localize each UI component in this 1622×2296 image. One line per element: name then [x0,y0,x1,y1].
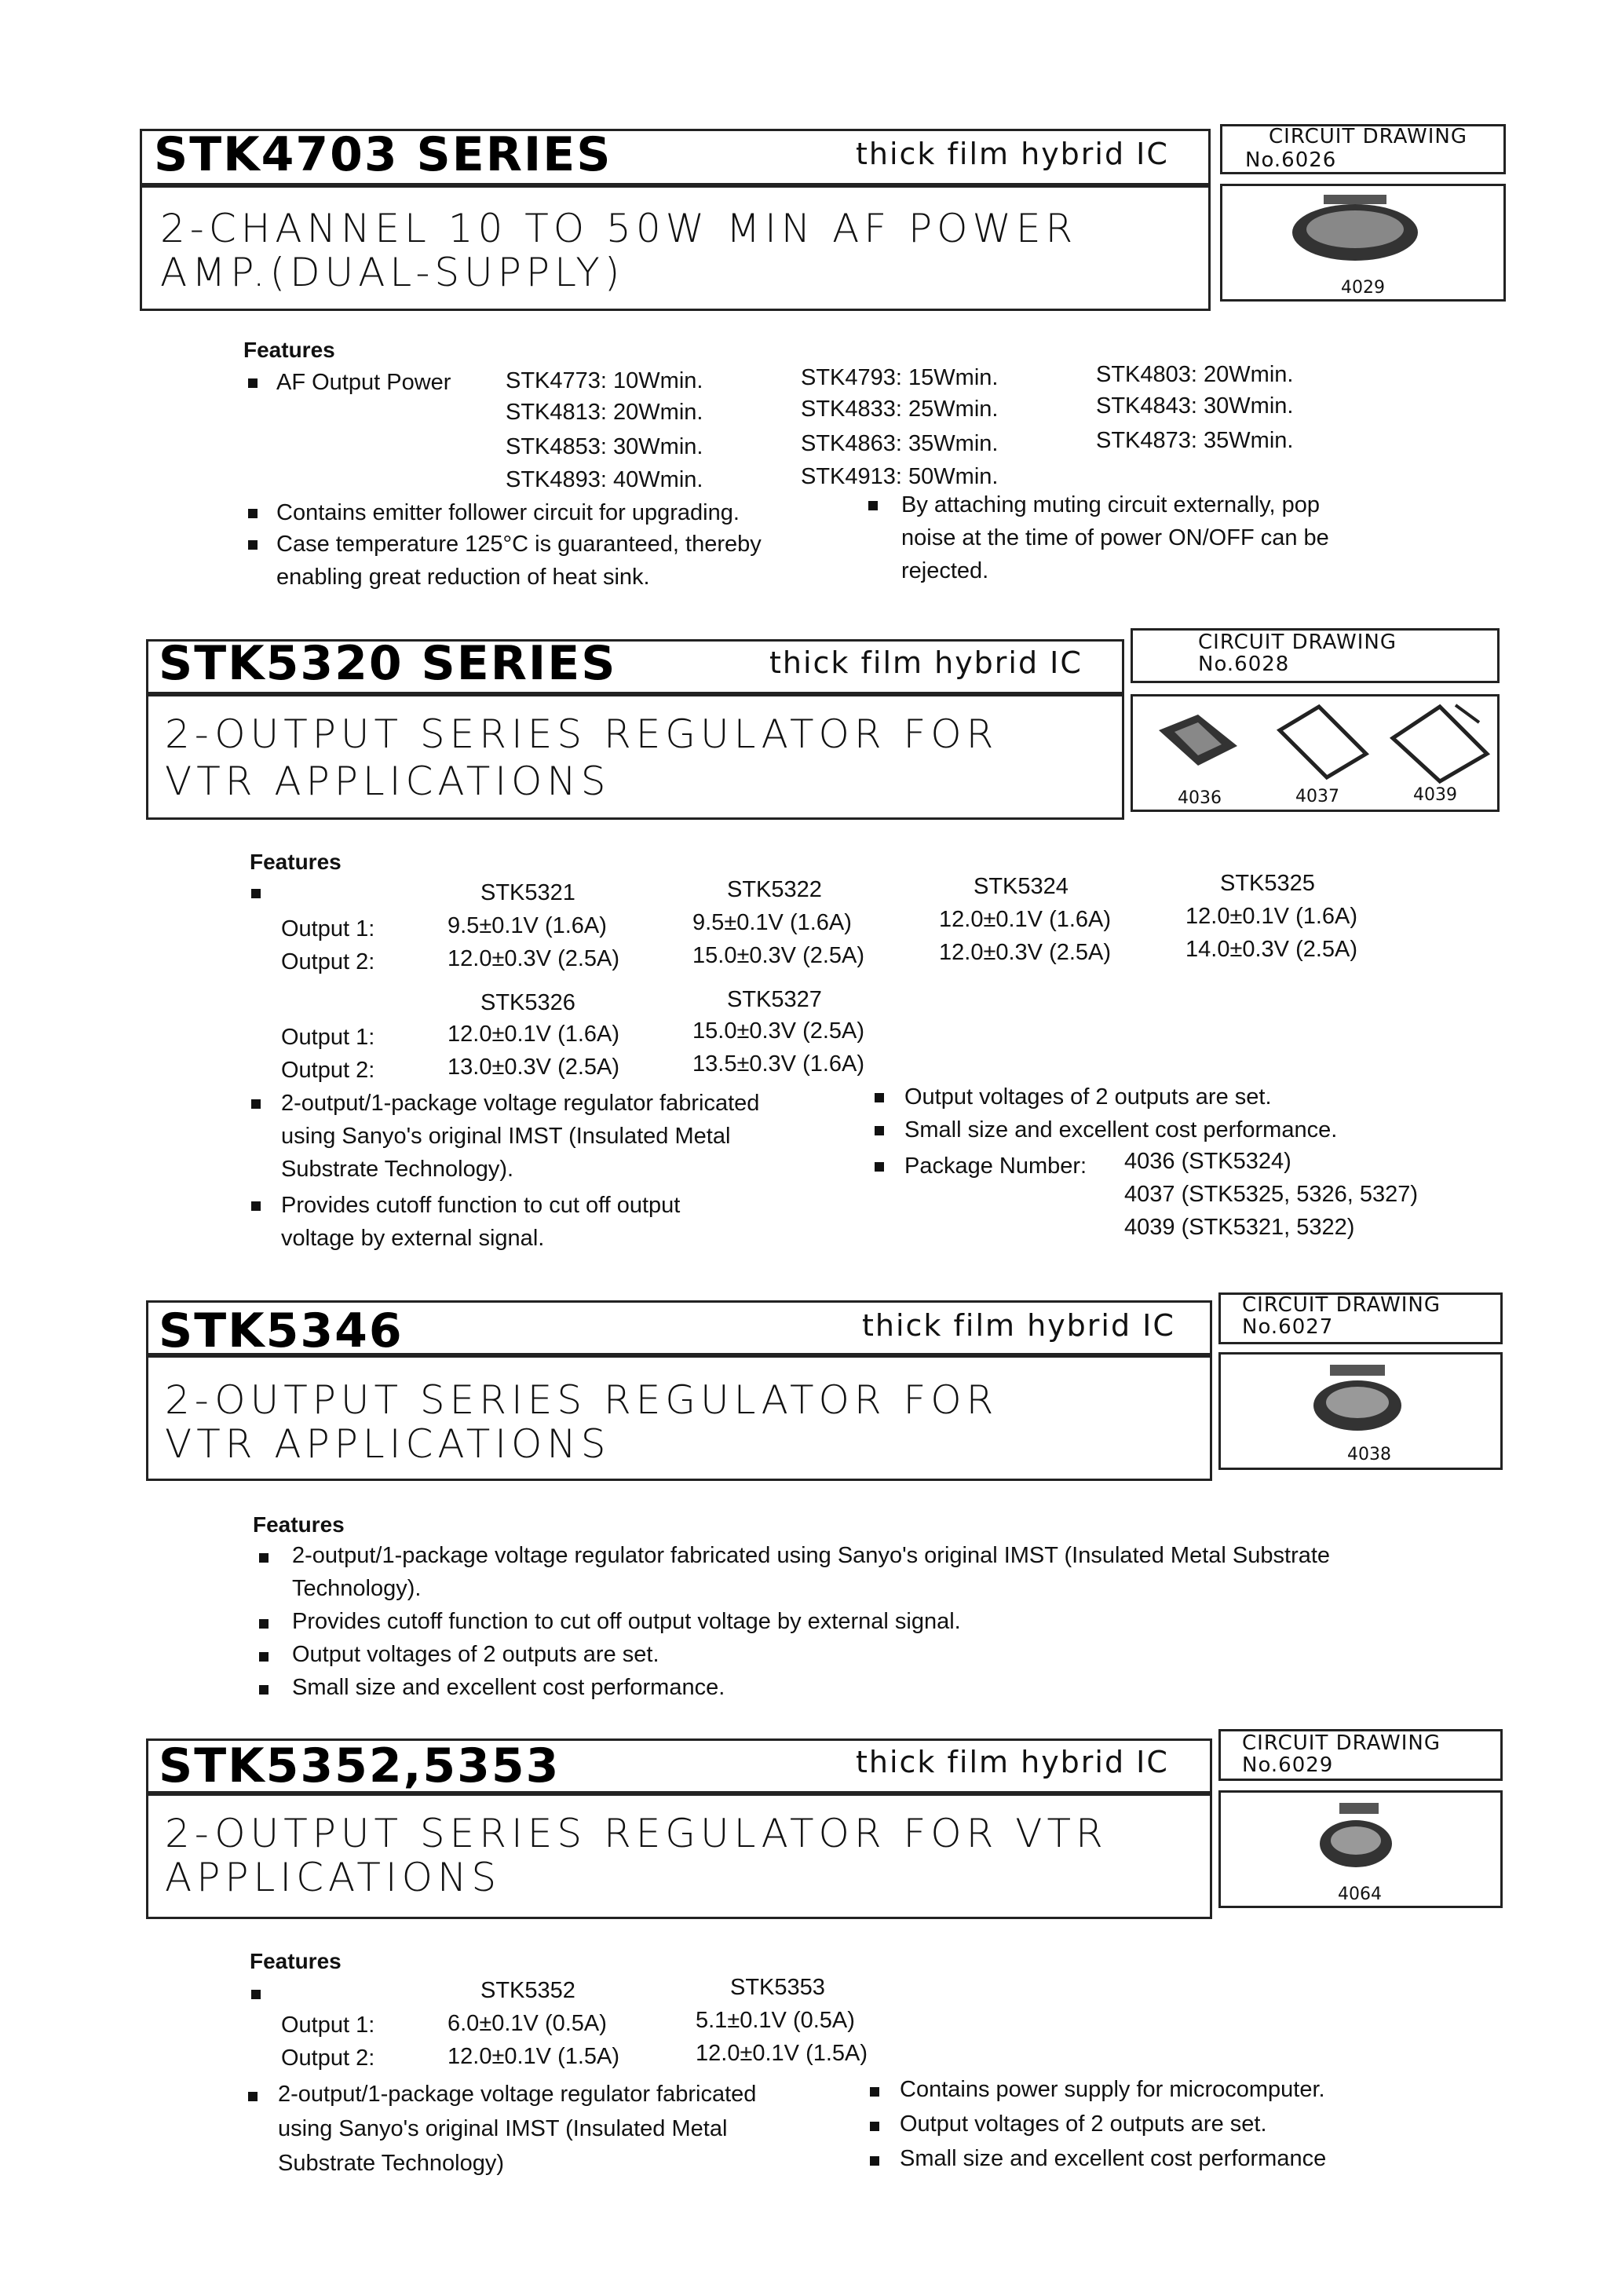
features-heading: Features [243,338,335,362]
circuit-drawing-number: No.6028 [1198,653,1290,676]
feature-outputs-set: Output voltages of 2 outputs are set. [900,2111,1267,2137]
package-icon-4039 [1385,699,1495,785]
feature-small-size: Small size and excellent cost performance. [292,1675,725,1700]
package-number: 4029 [1341,278,1385,298]
feature-microcomputer: Contains power supply for microcomputer. [900,2077,1325,2102]
description-line-2: APPLICATIONS [165,1855,502,1900]
hybrid-label: thick film hybrid IC [856,1745,1169,1779]
hybrid-label: thick film hybrid IC [856,137,1169,171]
bullet [251,1201,261,1211]
stk5326-output-2: 13.0±0.3V (2.5A) [448,1055,620,1080]
bullet [251,889,261,898]
features-heading: Features [250,1949,342,1973]
hybrid-label: thick film hybrid IC [862,1308,1175,1343]
feature-cutoff-1: Provides cutoff function to cut off output [281,1193,681,1218]
bullet [875,1093,884,1102]
stk5324-output-2: 12.0±0.3V (2.5A) [939,940,1112,965]
circuit-drawing-number: No.6027 [1242,1315,1334,1339]
feature-cutoff-2: voltage by external signal. [281,1226,545,1251]
package-number-4037: 4037 [1295,787,1339,806]
circuit-drawing-label: CIRCUIT DRAWING [1242,1293,1441,1317]
bullet [248,509,258,518]
feature-cutoff: Provides cutoff function to cut off output voltage by external signal. [292,1609,961,1634]
feature-imst-1: 2-output/1-package voltage regulator fabricated [278,2082,757,2107]
stk5327-output-2: 13.5±0.3V (1.6A) [692,1051,865,1077]
hybrid-label: thick film hybrid IC [769,645,1083,680]
stk5324-output-1: 12.0±0.1V (1.6A) [939,907,1112,932]
power-row-1-col-1: STK4773: 10Wmin. [506,368,703,393]
package-number-4037-models: 4037 (STK5325, 5326, 5327) [1124,1182,1419,1207]
feature-emitter-follower: Contains emitter follower circuit for upgrading. [276,500,740,525]
power-row-2-col-1: STK4813: 20Wmin. [506,400,703,425]
package-icon-4036 [1151,707,1245,777]
model-stk5324: STK5324 [974,874,1069,899]
bullet [868,501,878,510]
description-line-2: AMP.(DUAL-SUPPLY) [160,250,625,295]
output-2-label: Output 2: [281,1058,375,1083]
feature-imst-3: Substrate Technology) [278,2151,505,2176]
series-title: STK5346 [159,1303,404,1358]
stk5322-output-1: 9.5±0.1V (1.6A) [692,910,852,935]
model-stk5321: STK5321 [480,880,575,905]
stk5325-output-1: 12.0±0.1V (1.6A) [1185,904,1358,929]
feature-outputs-set: Output voltages of 2 outputs are set. [904,1084,1272,1110]
feature-case-temp-2: enabling great reduction of heat sink. [276,565,650,590]
series-title: STK4703 SERIES [154,127,612,182]
power-row-3-col-3: STK4873: 35Wmin. [1096,428,1294,453]
package-number-4039-models: 4039 (STK5321, 5322) [1124,1215,1355,1240]
feature-outputs-set: Output voltages of 2 outputs are set. [292,1642,659,1667]
model-stk5326: STK5326 [480,990,575,1015]
series-title: STK5352,5353 [159,1738,561,1793]
description-line-2: VTR APPLICATIONS [165,1421,611,1467]
circuit-drawing-number: No.6029 [1242,1753,1334,1777]
model-stk5352: STK5352 [480,1978,575,2003]
description-line-2: VTR APPLICATIONS [165,759,611,804]
bullet [248,378,258,388]
power-row-4-col-2: STK4913: 50Wmin. [801,464,999,489]
bullet [875,1126,884,1135]
power-row-3-col-1: STK4853: 30Wmin. [506,434,703,459]
feature-case-temp-1: Case temperature 125°C is guaranteed, thereby [276,532,762,557]
power-row-2-col-3: STK4843: 30Wmin. [1096,393,1294,419]
circuit-drawing-label: CIRCUIT DRAWING [1198,631,1397,654]
description-line-1: 2-OUTPUT SERIES REGULATOR FOR VTR [165,1811,1108,1856]
bullet [248,540,258,550]
model-stk5325: STK5325 [1220,871,1315,896]
package-icon [1306,1360,1408,1439]
bullet [259,1553,269,1563]
power-row-4-col-1: STK4893: 40Wmin. [506,467,703,492]
feature-imst-1: 2-output/1-package voltage regulator fabricated using Sanyo's original IMST (Insulated Metal Substrate [292,1543,1331,1568]
stk5353-output-1: 5.1±0.1V (0.5A) [696,2008,855,2033]
stk5321-output-2: 12.0±0.3V (2.5A) [448,946,620,971]
model-stk5322: STK5322 [727,877,822,902]
bullet [870,2087,879,2097]
circuit-drawing-label: CIRCUIT DRAWING [1269,125,1467,148]
power-row-1-col-2: STK4793: 15Wmin. [801,365,999,390]
bullet [870,2156,879,2166]
stk5322-output-2: 15.0±0.3V (2.5A) [692,943,865,968]
package-number-4036-models: 4036 (STK5324) [1124,1149,1291,1174]
output-1-label: Output 1: [281,916,375,941]
output-1-label: Output 1: [281,2013,375,2038]
power-row-3-col-2: STK4863: 35Wmin. [801,431,999,456]
bullet [875,1162,884,1172]
package-number-4039: 4039 [1413,785,1457,805]
power-row-1-col-3: STK4803: 20Wmin. [1096,362,1294,387]
features-heading: Features [250,850,342,874]
bullet [248,2092,258,2101]
feature-small-size: Small size and excellent cost performance. [904,1117,1338,1143]
output-1-label: Output 1: [281,1025,375,1050]
description-line-1: 2-OUTPUT SERIES REGULATOR FOR [165,711,999,757]
description-line-1: 2-OUTPUT SERIES REGULATOR FOR [165,1377,999,1423]
description-line-1: 2-CHANNEL 10 TO 50W MIN AF POWER [160,206,1078,251]
stk5352-output-2: 12.0±0.1V (1.5A) [448,2044,620,2069]
feature-imst-2: using Sanyo's original IMST (Insulated Metal [278,2116,728,2141]
bullet [259,1619,269,1629]
feature-muting-2: noise at the time of power ON/OFF can be [901,525,1329,550]
feature-imst-2: using Sanyo's original IMST (Insulated Metal [281,1124,731,1149]
package-icon [1313,1798,1399,1877]
package-number: 4038 [1347,1445,1391,1464]
stk5326-output-1: 12.0±0.1V (1.6A) [448,1022,620,1047]
bullet [251,1990,261,1999]
package-icon [1284,192,1426,270]
bullet [870,2122,879,2131]
package-icon-4037 [1272,699,1374,785]
feature-muting-3: rejected. [901,558,989,583]
af-output-label: AF Output Power [276,370,451,395]
stk5321-output-1: 9.5±0.1V (1.6A) [448,913,607,938]
feature-imst-3: Substrate Technology). [281,1157,514,1182]
model-stk5327: STK5327 [727,987,822,1012]
feature-small-size: Small size and excellent cost performance [900,2146,1327,2171]
stk5352-output-1: 6.0±0.1V (0.5A) [448,2011,607,2036]
model-stk5353: STK5353 [730,1975,825,2000]
feature-imst-2: Technology). [292,1576,422,1601]
features-heading: Features [253,1512,345,1537]
circuit-drawing-number: No.6026 [1245,148,1337,172]
package-number-label: Package Number: [904,1153,1087,1179]
bullet [259,1685,269,1695]
bullet [251,1099,261,1109]
circuit-drawing-label: CIRCUIT DRAWING [1242,1731,1441,1755]
feature-muting-1: By attaching muting circuit externally, pop [901,492,1321,517]
stk5327-output-1: 15.0±0.3V (2.5A) [692,1018,865,1044]
bullet [259,1652,269,1662]
stk5325-output-2: 14.0±0.3V (2.5A) [1185,937,1358,962]
package-number: 4064 [1338,1885,1382,1904]
package-number-4036: 4036 [1178,788,1222,808]
power-row-2-col-2: STK4833: 25Wmin. [801,397,999,422]
stk5353-output-2: 12.0±0.1V (1.5A) [696,2041,868,2066]
output-2-label: Output 2: [281,949,375,974]
series-title: STK5320 SERIES [159,636,617,691]
feature-imst-1: 2-output/1-package voltage regulator fabricated [281,1091,760,1116]
output-2-label: Output 2: [281,2046,375,2071]
